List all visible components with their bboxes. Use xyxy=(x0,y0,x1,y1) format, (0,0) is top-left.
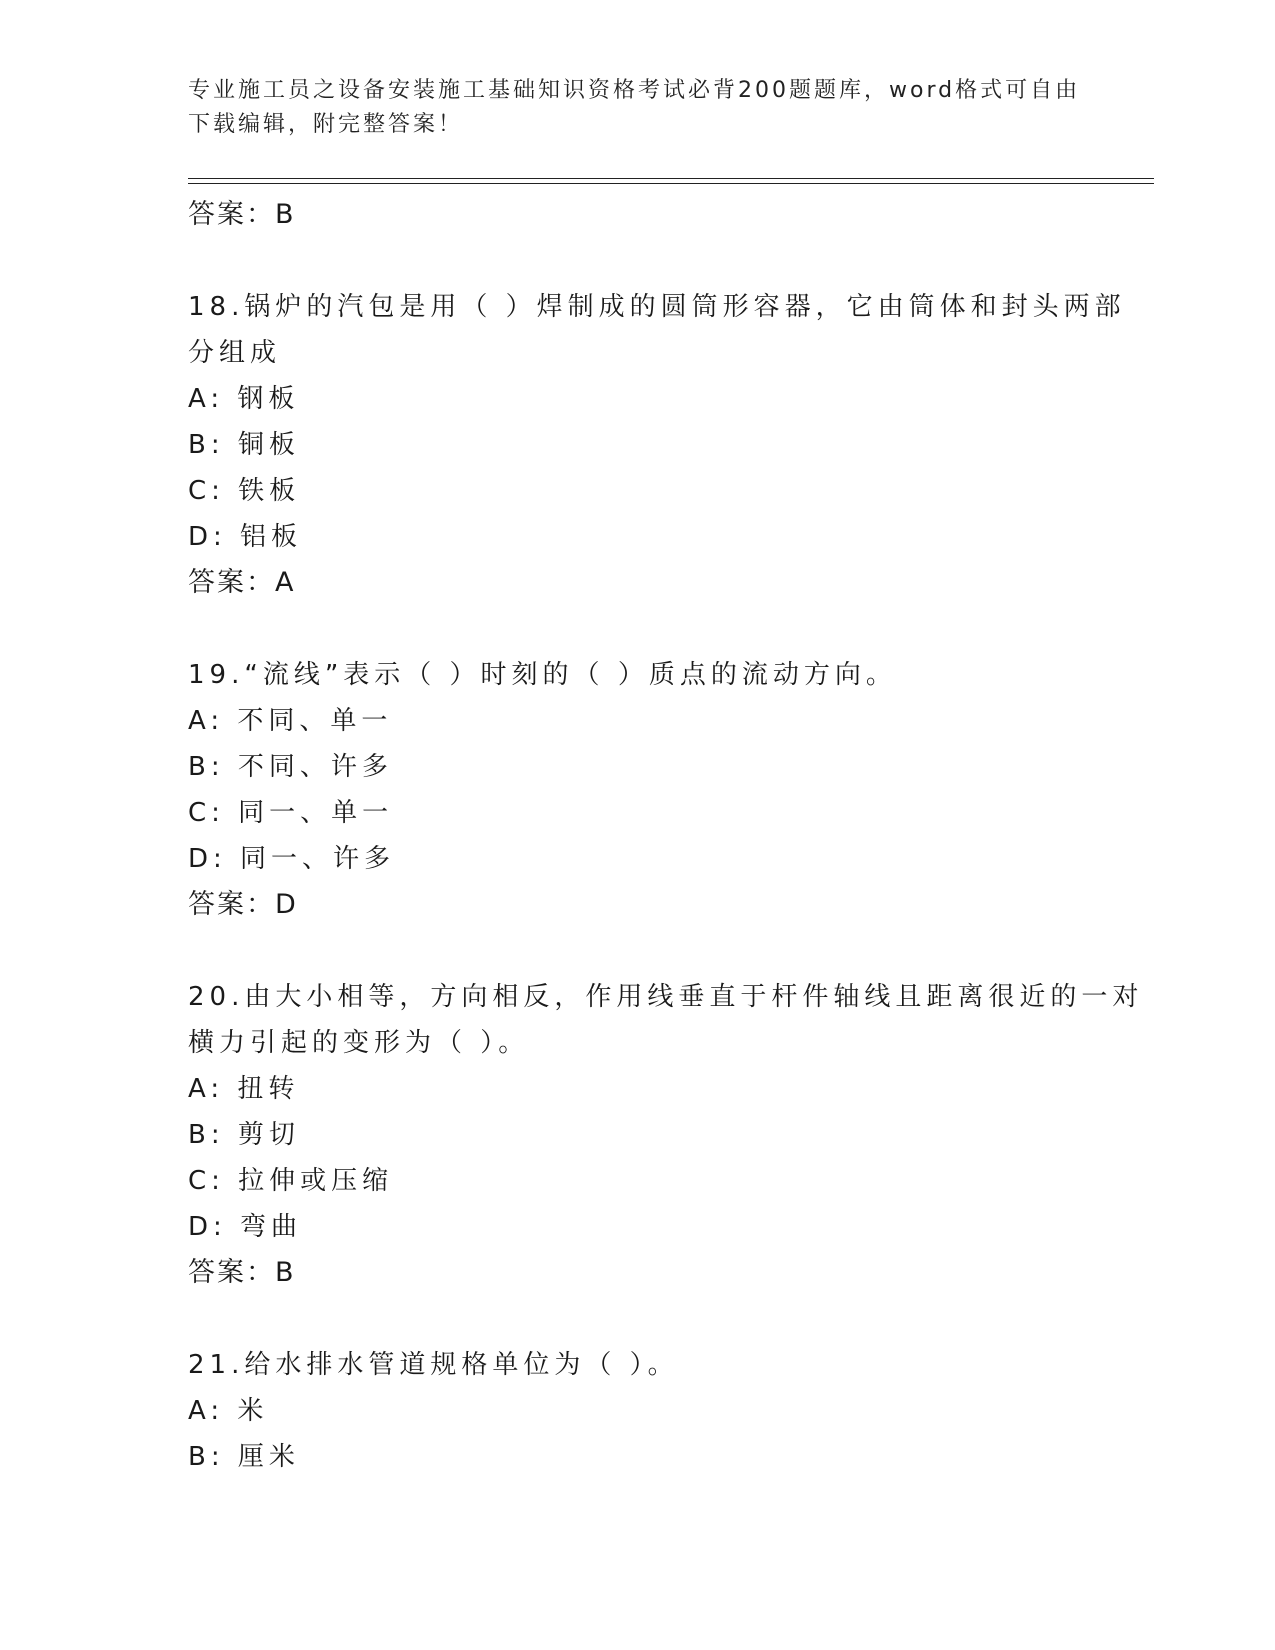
question-21-option-a: A: 米 xyxy=(188,1396,269,1426)
spacer xyxy=(188,238,1088,284)
question-19 xyxy=(188,652,1088,928)
question-18-answer: 答案：A xyxy=(188,567,296,598)
document-header xyxy=(188,74,1088,142)
question-19-stem-line-1: 19.“流线”表示（ ）时刻的（ ）质点的流动方向。 xyxy=(188,660,897,690)
question-18-option-a: A: 钢板 xyxy=(188,384,300,414)
question-21-stem-line-1: 21.给水排水管道规格单位为（ ）。 xyxy=(188,1350,679,1380)
question-21-option-b: B: 厘米 xyxy=(188,1442,300,1472)
header-rule-bottom xyxy=(188,183,1154,184)
question-21 xyxy=(188,1342,1088,1480)
question-20-option-b: B: 剪切 xyxy=(188,1120,300,1150)
question-18-stem-line-1: 18.锅炉的汽包是用（ ）焊制成的圆筒形容器，它由筒体和封头两部 xyxy=(188,292,1126,322)
header-line-1: 专业施工员之设备安装施工基础知识资格考试必背200题题库，word格式可自由 xyxy=(188,78,1081,103)
question-20-stem-line-1: 20.由大小相等，方向相反，作用线垂直于杆件轴线且距离很近的一对 xyxy=(188,982,1144,1012)
question-18-option-d: D: 铝板 xyxy=(188,522,303,552)
spacer xyxy=(188,1296,1088,1342)
header-line-2: 下载编辑，附完整答案！ xyxy=(188,112,464,137)
spacer xyxy=(188,928,1088,974)
question-18-stem-line-2: 分组成 xyxy=(188,338,282,368)
previous-answer: 答案：B xyxy=(188,199,296,230)
question-20-option-c: C: 拉伸或压缩 xyxy=(188,1166,394,1196)
question-list xyxy=(188,192,1144,1480)
spacer xyxy=(188,606,1088,652)
question-20 xyxy=(188,974,1144,1296)
header-rule-top xyxy=(188,178,1154,179)
question-18-option-b: B: 铜板 xyxy=(188,430,300,460)
question-20-option-d: D: 弯曲 xyxy=(188,1212,303,1242)
question-19-option-a: A: 不同、单一 xyxy=(188,706,393,736)
question-20-answer: 答案：B xyxy=(188,1257,296,1288)
question-19-option-c: C: 同一、单一 xyxy=(188,798,394,828)
question-19-option-b: B: 不同、许多 xyxy=(188,752,393,782)
question-20-option-a: A: 扭转 xyxy=(188,1074,300,1104)
question-19-answer: 答案：D xyxy=(188,889,298,920)
question-19-option-d: D: 同一、许多 xyxy=(188,844,396,874)
question-18-option-c: C: 铁板 xyxy=(188,476,301,506)
question-20-stem-line-2: 横力引起的变形为（ ）。 xyxy=(188,1028,530,1058)
question-18 xyxy=(188,284,1126,606)
